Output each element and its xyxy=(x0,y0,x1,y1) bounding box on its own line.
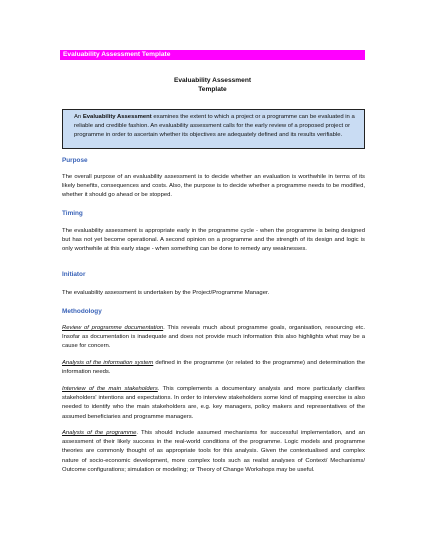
definition-text: examines the extent to which a project or a programme can be evaluated in a reliable and credible fashion. An evaluability assessment calls for the early review of a proposed project or programme in order to ascertain whether its objectives are adequately defined and its results verifiable. xyxy=(74,114,355,139)
document-title-line-2: Template xyxy=(198,86,227,93)
timing-heading: Timing xyxy=(62,210,83,217)
methodology-item-text: . This should include assumed mechanisms for successful implementation, and an assessment of their likely success in the real-world conditions of the programme. Logic models and programme theories are commonly thought of as appropriate tools for this analysis. Given the contextualised and complex nature of socio-economic development, more complex tools such as realist analyses of Context/ Mechanisms/ Outcome configurations; simulation or modeling; or Theory of Change Workshops may be useful. xyxy=(62,430,365,473)
timing-text: The evaluability assessment is appropriate early in the programme cycle - when the programme is being designed but has not yet become operational. A second opinion on a programme and the strength of its design and logic is only worthwhile at this early stage - when something can be done to remedy any weaknesses. xyxy=(62,228,365,253)
methodology-heading: Methodology xyxy=(62,308,102,315)
purpose-text: The overall purpose of an evaluability assessment is to decide whether an evaluation is worthwhile in terms of its likely benefits, consequences and costs. Also, the purpose is to decide whether a programme needs to be modified, whether it should go ahead or be stopped. xyxy=(62,174,365,199)
methodology-item xyxy=(62,359,365,377)
methodology-item xyxy=(62,429,365,475)
methodology-item-text: . This complements a documentary analysis and more particularly clarifies stakeholders' intentions and expectations. In order to interview stakeholders some kind of mapping exercise is also needed to identify who the main stakeholders are, e.g. key managers, policy makers and representatives of the assumed beneficiaries and programme managers. xyxy=(62,386,365,420)
methodology-item-lead: Analysis of the programme xyxy=(62,430,137,436)
methodology-item-lead: Analysis of the information system xyxy=(62,360,154,366)
methodology-item-text: . This reveals much about programme goals, organisation, resourcing etc. Insofar as documentation is inadequate and does not provide much information this also highlights what may be a cause for concern. xyxy=(62,325,365,350)
definition-term: Evaluability Assessment xyxy=(82,114,152,120)
definition-box xyxy=(62,109,365,149)
methodology-item-text: defined in the programme (or related to the programme) and determination the information needs. xyxy=(62,360,365,376)
header-banner: Evaluability Assessment Template xyxy=(60,50,365,60)
methodology-item-lead: Review of programme documentation xyxy=(62,325,164,331)
initiator-text: The evaluability assessment is undertaken by the Project/Programme Manager. xyxy=(62,290,270,296)
initiator-heading: Initiator xyxy=(62,271,86,278)
document-title xyxy=(60,76,365,94)
methodology-item-lead: Interview of the main stakeholders xyxy=(62,386,158,392)
methodology-item xyxy=(62,385,365,422)
methodology-item xyxy=(62,324,365,352)
definition-prefix: An xyxy=(74,114,83,120)
purpose-heading: Purpose xyxy=(62,157,88,164)
document-title-line-1: Evaluability Assessment xyxy=(173,77,252,84)
